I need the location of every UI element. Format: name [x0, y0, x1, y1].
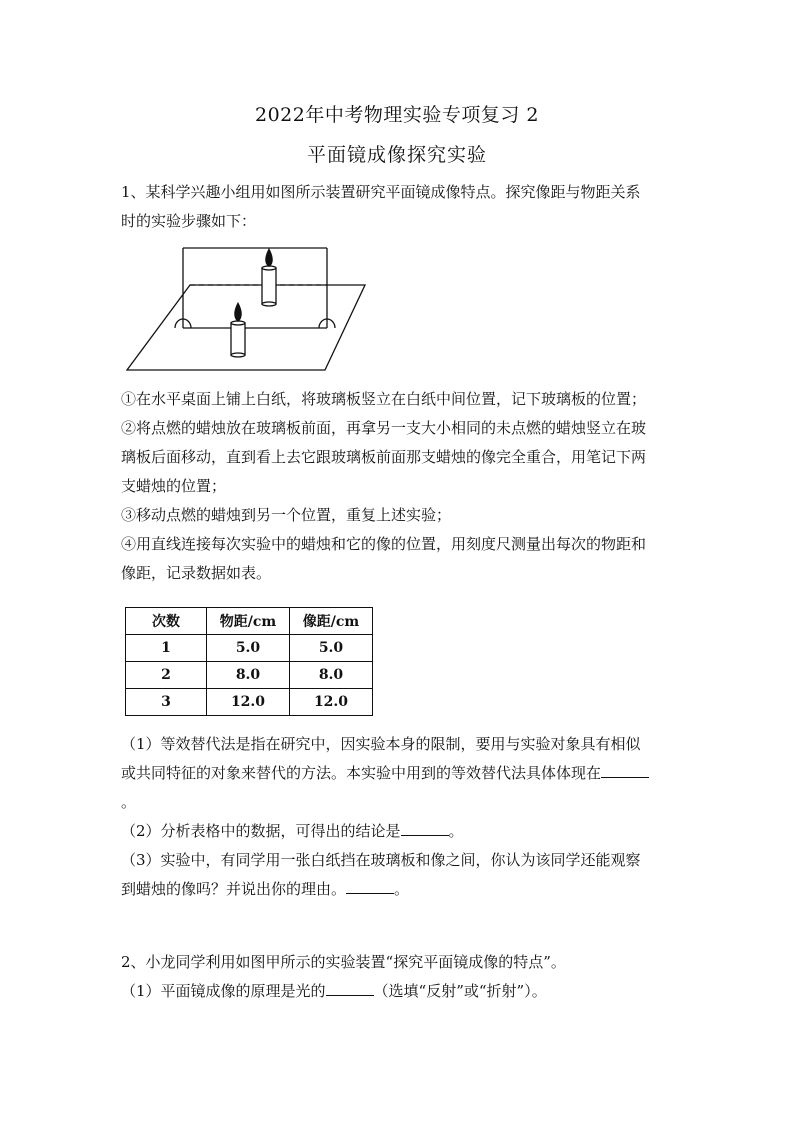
q1-sub3-line1: （3）实验中，有同学用一张白纸挡在玻璃板和像之间，你认为该同学还能观察	[121, 851, 641, 869]
table-cell: 5.0	[207, 635, 290, 662]
flame-icon	[265, 248, 273, 267]
q1-sub3-line2	[121, 875, 681, 904]
q2-intro: 2、小龙同学利用如图甲所示的实验装置“探究平面镜成像的特点”。	[121, 953, 566, 971]
table-cell: 8.0	[207, 662, 290, 689]
q2-sub1-end: （选填“反射”或“折射”）。	[373, 982, 547, 1000]
answer-blank[interactable]	[401, 821, 449, 836]
q1-intro-line1: 1、某科学兴趣小组用如图所示装置研究平面镜成像特点。探究像距与物距关系	[121, 183, 641, 201]
mirror-apparatus-figure	[125, 240, 375, 375]
table-cell: 12.0	[290, 689, 373, 716]
q1-step2-line1: ②将点燃的蜡烛放在玻璃板前面，再拿另一支大小相同的未点燃的蜡烛竖立在玻	[121, 419, 647, 437]
q2-sub1-text: （1）平面镜成像的原理是光的	[121, 982, 326, 1000]
q1-subquestions	[121, 730, 681, 904]
lit-candle	[231, 323, 245, 355]
q2-sub1	[121, 977, 681, 1006]
table-header-row	[126, 608, 373, 635]
q1-step4-line1: ④用直线连接每次实验中的蜡烛和它的像的位置，用刻度尺测量出每次的物距和	[121, 535, 647, 553]
flame-icon	[234, 302, 242, 322]
measurement-table	[125, 607, 373, 716]
q2	[121, 948, 681, 1006]
q1-sub1-line3: 。	[121, 793, 137, 811]
table-row	[126, 635, 373, 662]
table-cell: 2	[126, 662, 207, 689]
q1-sub2-text: （2）分析表格中的数据，可得出的结论是	[121, 822, 401, 840]
q1-sub1-line2	[121, 759, 681, 788]
table-cell: 3	[126, 689, 207, 716]
table-header: 物距/cm	[207, 608, 290, 635]
answer-blank[interactable]	[326, 981, 374, 996]
answer-blank[interactable]	[601, 763, 649, 778]
q1-step3: ③移动点燃的蜡烛到另一个位置，重复上述实验；	[121, 506, 452, 524]
document-subtitle: 平面镜成像探究实验	[306, 144, 487, 166]
q1-intro	[121, 178, 681, 236]
table-row	[126, 689, 373, 716]
q1-step1: ①在水平桌面上铺上白纸，将玻璃板竖立在白纸中间位置，记下玻璃板的位置；	[121, 390, 647, 408]
table-cell: 5.0	[290, 635, 373, 662]
q1-step2-line3: 支蜡烛的位置；	[121, 477, 227, 495]
unlit-candle-image	[262, 268, 276, 304]
table-row	[126, 662, 373, 689]
table-header: 像距/cm	[290, 608, 373, 635]
q1-sub3-text: 到蜡烛的像吗？并说出你的理由。	[121, 880, 347, 898]
q1-sub3-end: 。	[394, 880, 410, 898]
q1-step2-line2: 璃板后面移动，直到看上去它跟玻璃板前面那支蜡烛的像完全重合，用笔记下两	[121, 448, 647, 466]
q1-sub2-end: 。	[448, 822, 464, 840]
q1-sub2	[121, 817, 681, 846]
q1-step4-line2: 像距，记录数据如表。	[121, 564, 272, 582]
q1-sub1-text: 或共同特征的对象来替代的方法。本实验中用到的等效替代法具体体现在	[121, 764, 602, 782]
table-header: 次数	[126, 608, 207, 635]
q1-intro-line2: 时的实验步骤如下：	[121, 212, 257, 230]
answer-blank[interactable]	[346, 879, 394, 894]
q1-sub1-line1: （1）等效替代法是指在研究中，因实验本身的限制，要用与实验对象具有相似	[121, 735, 641, 753]
table-cell: 12.0	[207, 689, 290, 716]
q1-steps	[121, 385, 681, 588]
document-title: 2022年中考物理实验专项复习 2	[255, 104, 539, 126]
table-cell: 1	[126, 635, 207, 662]
table-cell: 8.0	[290, 662, 373, 689]
